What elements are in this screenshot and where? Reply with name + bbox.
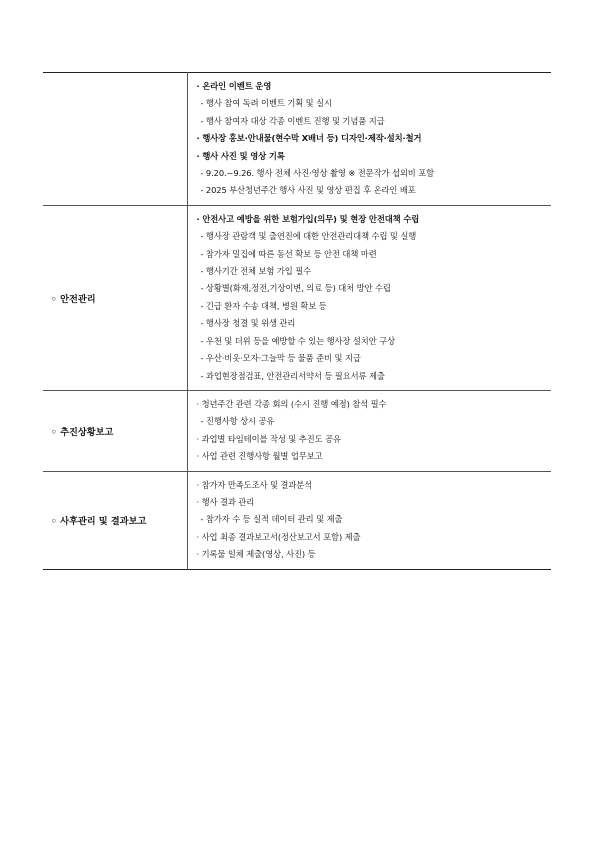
- table-row: [43, 390, 551, 471]
- item-line: · 사업 관련 진행사항 월별 업무보고: [196, 451, 323, 462]
- sub-item-line: - 행사 참여자 대상 각종 이벤트 진행 및 기념품 지급: [200, 115, 385, 126]
- sub-item-line: - 우천 및 더위 등을 예방할 수 있는 행사장 설치안 구상: [200, 335, 395, 346]
- row-label: ◦ 사후관리 및 결과보고: [43, 471, 187, 569]
- sub-item-line: - 행사장 청결 및 위생 관리: [200, 318, 296, 329]
- item-line: · 청년주간 관련 각종 회의 (수시 진행 예정) 참석 필수: [196, 398, 387, 409]
- sub-item-line: - 9.20.~9.26. 행사 전체 사진·영상 촬영 ※ 전문작가 섭외비 포함: [200, 168, 435, 179]
- item-line: · 행사장 홍보·안내물(현수막 X배너 등) 디자인·제작·설치·철거: [196, 133, 422, 144]
- row-content: [187, 390, 551, 471]
- item-line: · 사업 최종 결과보고서(정산보고서 포함) 제출: [196, 531, 361, 542]
- item-line: · 과업별 타임테이블 작성 및 추진도 공유: [196, 433, 341, 444]
- item-line: · 온라인 이벤트 운영: [196, 81, 272, 91]
- task-table: [43, 72, 551, 570]
- row-label: ◦ 안전관리: [43, 205, 187, 390]
- row-label: [43, 73, 187, 206]
- sub-item-line: - 행사기간 전체 보험 가입 필수: [200, 266, 312, 277]
- sub-item-line: - 참가자 밀집에 따른 동선 확보 등 안전 대책 마련: [200, 248, 377, 259]
- row-content: [187, 205, 551, 390]
- table-row: [43, 471, 551, 569]
- row-label: ◦ 추진상황보고: [43, 390, 187, 471]
- item-line: · 참가자 만족도조사 및 결과분석: [196, 479, 313, 490]
- table-row: [43, 73, 551, 206]
- sub-item-line: - 진행사항 상시 공유: [200, 416, 275, 427]
- sub-item-line: - 행사 참여 독려 이벤트 기획 및 실시: [200, 98, 332, 109]
- sub-item-line: - 행사장 관람객 및 출연진에 대한 안전관리대책 수립 및 실행: [200, 231, 417, 242]
- item-line: · 기록물 일체 제출(영상, 사진) 등: [196, 549, 316, 560]
- sub-item-line: - 참가자 수 등 실적 데이터 관리 및 제출: [200, 514, 343, 525]
- row-content: [187, 471, 551, 569]
- sub-item-line: - 과업현장점검표, 안전관리서약서 등 필요서류 제출: [200, 370, 385, 381]
- item-line: · 안전사고 예방을 위한 보험가입(의무) 및 현장 안전대책 수립: [196, 213, 420, 224]
- sub-item-line: - 긴급 환자 수송 대책, 병원 확보 등: [200, 300, 327, 311]
- row-content: [187, 73, 551, 206]
- sub-item-line: - 우산·비옷·모자·그늘막 등 물품 준비 및 지급: [200, 353, 361, 364]
- task-table-body: [43, 73, 551, 570]
- sub-item-line: - 상황별(화재,정전,기상이변, 의료 등) 대처 방안 수립: [200, 283, 391, 294]
- item-line: · 행사 사진 및 영상 기록: [196, 150, 285, 161]
- item-line: · 행사 결과 관리: [196, 496, 255, 507]
- sub-item-line: - 2025 부산청년주간 행사 사진 및 영상 편집 후 온라인 배포: [200, 185, 416, 196]
- table-row: [43, 205, 551, 390]
